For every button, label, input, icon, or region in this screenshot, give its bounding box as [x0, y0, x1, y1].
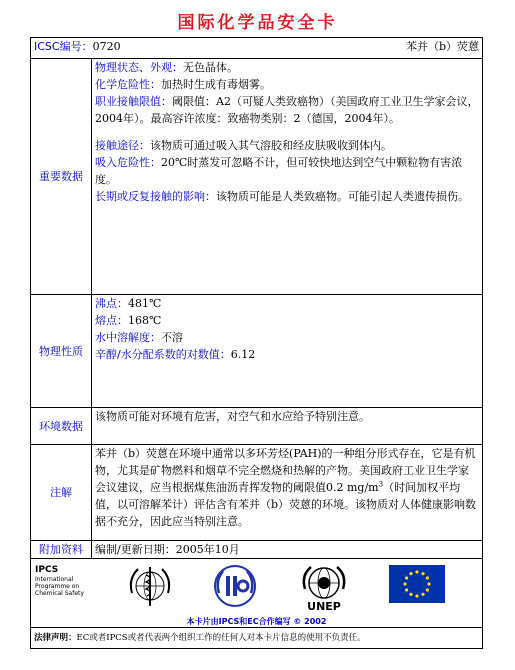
- additional-label: 附加资料: [31, 541, 92, 559]
- longterm-value: 该物质可能是人类致癌物。可能引起人类遗传损伤。: [216, 190, 469, 203]
- logo-cell: [31, 559, 483, 628]
- solubility-label: 水中溶解度：: [95, 331, 161, 344]
- eu-star-icon: [405, 588, 408, 591]
- ipcs-line-3: Chemical Safety: [35, 590, 84, 597]
- route-label: 接触途径：: [95, 139, 150, 152]
- environment-text: 该物质可能对环境有危害，对空气和水应给予特别注意。: [95, 410, 370, 423]
- notes-label: 注解: [31, 445, 92, 541]
- logo-row: [31, 559, 483, 628]
- important-data-row: [31, 59, 483, 295]
- notes-superscript: 3: [378, 480, 384, 489]
- appearance-label: 物理状态、外观：: [95, 61, 183, 74]
- important-data-content: [92, 59, 483, 295]
- eu-star-icon: [421, 572, 424, 575]
- additional-text: 编制/更新日期：2005年10月: [95, 543, 240, 556]
- notes-text-1: 苯并（b）荧蒽在环境中通常以多环芳烃(PAH)的一种组分形式存在，它是有机物，尤其是矿物燃料和烟草不完全燃烧和热解的产物。美国政府工业卫生学家会议建议，应当根据煤焦油沥青挥发物的阈限值0.2 mg/m: [95, 447, 476, 494]
- melting-label: 熔点：: [95, 314, 128, 327]
- eu-star-icon: [421, 593, 424, 596]
- longterm-label: 长期或反复接触的影响：: [95, 190, 216, 203]
- copyright-text: 本卡片由IPCS和EC合作编写 © 2002: [186, 617, 327, 626]
- legal-text: EC或者IPCS或者代表两个组织工作的任何人对本卡片信息的使用不负责任。: [76, 632, 366, 643]
- boiling-label: 沸点：: [95, 297, 128, 310]
- substance-name: 苯并（b）荧蒽: [405, 40, 480, 53]
- route-value: 该物质可通过吸入其气溶胶和经皮肤吸收到体内。: [150, 139, 392, 152]
- ipcs-line-2: Programme on: [35, 583, 80, 590]
- environment-row: [31, 408, 483, 445]
- inhalation-label: 吸入危险性：: [95, 156, 161, 169]
- legal-cell: [31, 628, 483, 649]
- logpow-value: 6.12: [230, 348, 256, 361]
- eu-star-icon: [415, 570, 418, 573]
- icsc-label: ICSC编号：: [34, 40, 93, 53]
- ipcs-line-1: International: [35, 576, 74, 583]
- solubility-value: 不溶: [161, 331, 183, 344]
- eu-star-icon: [409, 572, 412, 575]
- eu-star-icon: [403, 582, 406, 585]
- icsc-number: 0720: [92, 40, 121, 53]
- appearance-value: 无色晶体。: [183, 61, 238, 74]
- who-emblem-icon: [126, 563, 174, 609]
- melting-value: 168℃: [128, 314, 162, 327]
- eu-star-icon: [415, 594, 418, 597]
- ipcs-block: [35, 565, 115, 597]
- header-row: [31, 38, 483, 59]
- card-title: 国际化学品安全卡: [177, 13, 338, 33]
- additional-content: [92, 541, 483, 559]
- icsc-card: [30, 37, 483, 649]
- legal-row: [31, 628, 483, 649]
- chemical-hazard-value: 加热时生成有毒烟雾。: [161, 78, 271, 91]
- physical-properties-content: [92, 295, 483, 408]
- inhalation-value: 20℃时蒸发可忽略不计，但可较快地达到空气中颗粒物有害浓度。: [95, 156, 463, 186]
- eu-star-icon: [427, 582, 430, 585]
- environment-label: 环境数据: [31, 408, 92, 445]
- eu-flag-icon: [389, 565, 445, 603]
- physical-properties-row: [31, 295, 483, 408]
- chemical-hazard-label: 化学危险性：: [95, 78, 161, 91]
- notes-text-2: （时间加权平均值，以可溶解苯计）评估含有苯并（b）荧蒽的环境。该物质对人体健康影响数据不充分，因此应当特别注意。: [95, 481, 477, 528]
- additional-row: [31, 541, 483, 559]
- environment-content: [92, 408, 483, 445]
- exposure-limits-value: 阈限值：A2（可疑人类致癌物）（美国政府工业卫生学家会议，2004年）。最高容许浓度：致癌物类别：2（德国，2004年）。: [95, 95, 479, 125]
- header-cell: [31, 38, 483, 59]
- legal-label: 法律声明：: [34, 632, 77, 643]
- eu-star-icon: [426, 588, 429, 591]
- unep-label: UNEP: [307, 600, 341, 613]
- notes-content: [92, 445, 483, 541]
- boiling-value: 481℃: [128, 297, 162, 310]
- eu-star-icon: [426, 576, 429, 579]
- notes-row: [31, 445, 483, 541]
- exposure-limits-label: 职业接触限值：: [95, 95, 172, 108]
- ipcs-logo-text: IPCS: [35, 565, 59, 575]
- eu-star-icon: [405, 576, 408, 579]
- important-data-label: 重要数据: [31, 59, 92, 295]
- eu-star-icon: [409, 593, 412, 596]
- ilo-emblem-icon: [211, 563, 259, 609]
- logpow-label: 辛醇/水分配系数的对数值：: [95, 348, 231, 361]
- physical-properties-label: 物理性质: [31, 295, 92, 408]
